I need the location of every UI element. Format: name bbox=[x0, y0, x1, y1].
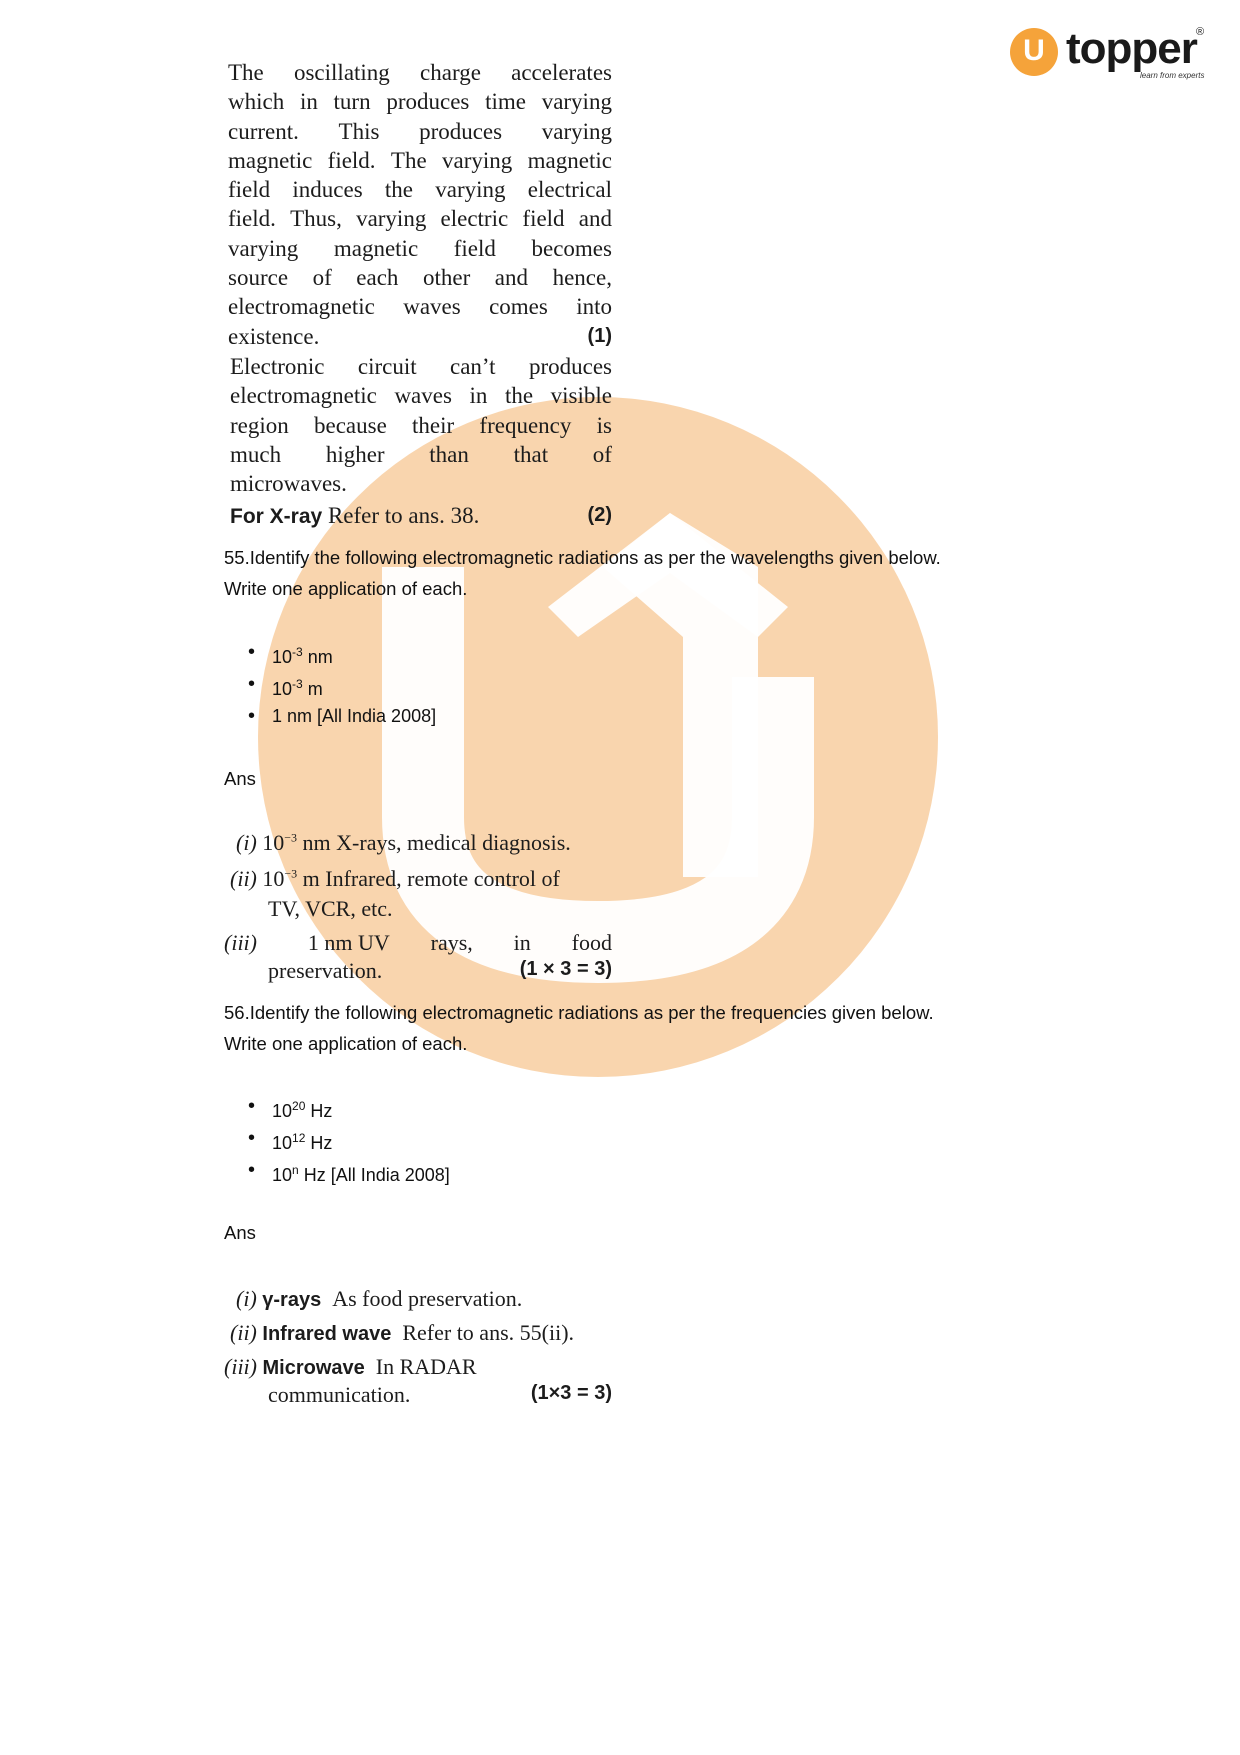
scan-word: in bbox=[299, 89, 318, 115]
scan-word: microwaves. bbox=[230, 471, 347, 497]
scan-word: waves bbox=[403, 294, 461, 320]
scan-word: and bbox=[494, 265, 529, 291]
question-55-line-2: Write one application of each. bbox=[224, 578, 468, 599]
scan-word: the bbox=[504, 383, 534, 409]
xray-reference: Refer to ans. 38. bbox=[322, 503, 480, 529]
scan-word: other bbox=[422, 265, 471, 291]
scan-word: the bbox=[384, 177, 413, 203]
xray-label: For X-ray bbox=[230, 505, 323, 529]
scan-line bbox=[228, 146, 612, 175]
answer-56-item-2: (ii) Infrared wave Refer to ans. 55(ii). bbox=[230, 1320, 575, 1345]
scan-word: than bbox=[429, 441, 469, 467]
scan-word: can’t bbox=[450, 354, 496, 379]
scan-word: produces bbox=[386, 89, 470, 115]
list-item: • $10^{20}$ Hz bbox=[248, 1090, 450, 1122]
scan-word: each bbox=[356, 265, 399, 291]
answer-56-marks: (1×3 = 3) bbox=[530, 1382, 612, 1404]
answer-55-item-3: (iii) 1 nm UV rays, in food bbox=[224, 930, 612, 955]
scan-word: field bbox=[522, 206, 565, 232]
scan-word: Electronic bbox=[230, 354, 325, 379]
registered-mark: ® bbox=[1196, 26, 1205, 38]
scan-word: varying bbox=[442, 147, 513, 173]
scan-word: existence. bbox=[228, 323, 320, 349]
scan-word: The bbox=[228, 60, 264, 85]
scan-word: induces bbox=[292, 177, 363, 203]
question-55 bbox=[224, 542, 941, 604]
scan-line-last bbox=[230, 469, 612, 498]
question-55-line-1: 55.Identify the following electromagnetic radiations as per the wavelengths given below. bbox=[224, 547, 941, 568]
scan-line bbox=[228, 175, 612, 204]
scan-word: higher bbox=[325, 441, 385, 467]
xray-reference-line bbox=[230, 501, 612, 530]
logo-wordmark: topper bbox=[1066, 24, 1197, 73]
question-56-list bbox=[248, 1090, 450, 1186]
scan-word: varying bbox=[541, 118, 612, 144]
scan-line bbox=[228, 58, 612, 87]
answer-55-item-3-cont: preservation. (1 × 3 = 3) bbox=[268, 958, 612, 983]
scan-word: varying bbox=[541, 89, 612, 115]
scan-word: much bbox=[230, 441, 282, 467]
scan-word: electromagnetic bbox=[228, 294, 375, 320]
scan-word: visible bbox=[550, 383, 612, 409]
scan-word: This bbox=[338, 118, 380, 144]
scan-word: turn bbox=[333, 89, 371, 115]
scan-word: which bbox=[228, 89, 285, 115]
scan-word: varying bbox=[228, 235, 299, 261]
scan-word: and bbox=[578, 206, 612, 232]
answer-55-label: Ans bbox=[224, 768, 256, 789]
answer-56-item-3-cont: communication. (1×3 = 3) bbox=[268, 1382, 612, 1407]
scan-word: electric bbox=[440, 206, 509, 232]
scan-word: Thus, bbox=[290, 206, 342, 232]
scan-word: varying bbox=[356, 206, 427, 232]
scan-word: into bbox=[576, 294, 612, 320]
scan-word: oscillating bbox=[293, 60, 390, 85]
scan-word: because bbox=[314, 412, 387, 438]
scan-word: time bbox=[485, 89, 526, 115]
scan-word: magnetic bbox=[527, 147, 612, 173]
marks-label: (2) bbox=[587, 504, 612, 527]
scan-line bbox=[228, 263, 612, 292]
scan-word: that bbox=[513, 441, 549, 467]
scan-word: The bbox=[390, 147, 427, 173]
scan-word: frequency bbox=[479, 412, 572, 438]
question-55-list bbox=[248, 636, 436, 732]
answer-56-item-3: (iii) Microwave In RADAR bbox=[224, 1354, 477, 1379]
scan-word: produces bbox=[528, 354, 612, 379]
answer-55-item-1: (i) $10^{-3}$ nm X-rays, medical diagnosis. bbox=[236, 830, 571, 855]
answer-54-paragraph-1 bbox=[228, 58, 612, 351]
scan-line bbox=[228, 87, 612, 116]
scan-word: waves bbox=[394, 383, 452, 409]
answer-56-item-1: (i) γ-rays As food preservation. bbox=[236, 1286, 523, 1311]
scan-word: source bbox=[228, 265, 289, 291]
scan-line bbox=[228, 204, 612, 233]
list-item: • 10$^n$ Hz [All India 2008] bbox=[248, 1154, 450, 1186]
scan-word: accelerates bbox=[511, 60, 612, 85]
scan-line bbox=[230, 411, 612, 440]
scan-line-last bbox=[228, 322, 612, 351]
scan-word: charge bbox=[420, 60, 481, 85]
logo-u-icon: U bbox=[1010, 28, 1058, 76]
scan-word: varying bbox=[435, 177, 506, 203]
scan-word: becomes bbox=[531, 235, 612, 261]
scan-word: in bbox=[469, 383, 488, 409]
scan-word: current. bbox=[228, 118, 299, 144]
scan-line bbox=[230, 440, 612, 469]
brand-logo bbox=[1010, 24, 1210, 84]
scan-word: comes bbox=[489, 294, 548, 320]
answer-55-marks: (1 × 3 = 3) bbox=[519, 958, 612, 980]
scan-line bbox=[228, 234, 612, 263]
scan-word: magnetic bbox=[228, 147, 313, 173]
scan-line bbox=[228, 117, 612, 146]
scan-line bbox=[230, 352, 612, 381]
question-56-line-2: Write one application of each. bbox=[224, 1033, 468, 1054]
answer-54-paragraph-2 bbox=[230, 352, 612, 531]
scan-word: field bbox=[228, 177, 271, 203]
scan-word: electromagnetic bbox=[230, 383, 377, 409]
answer-55-item-2-cont: TV, VCR, etc. bbox=[268, 896, 393, 921]
scan-word: field. bbox=[228, 206, 276, 232]
logo-tagline: learn from experts bbox=[1140, 71, 1205, 80]
scan-word: field. bbox=[327, 147, 376, 173]
scan-word: is bbox=[596, 412, 612, 438]
marks-label: (1) bbox=[587, 324, 612, 347]
scan-word: region bbox=[230, 412, 289, 438]
scan-word: field bbox=[453, 235, 496, 261]
scan-word: circuit bbox=[357, 354, 417, 379]
answer-55-item-2: (ii) $10^{-3}$ m Infrared, remote control of bbox=[230, 866, 560, 891]
question-56-line-1: 56.Identify the following electromagnetic radiations as per the frequencies given below. bbox=[224, 1002, 934, 1023]
list-item: • $10^{-3}$ m bbox=[248, 668, 436, 700]
scan-word: of bbox=[312, 265, 332, 291]
question-56 bbox=[224, 997, 934, 1059]
scan-word: produces bbox=[419, 118, 503, 144]
list-item: • $10^{12}$ Hz bbox=[248, 1122, 450, 1154]
scan-word: of bbox=[592, 441, 612, 467]
list-item: • $10^{-3}$ nm bbox=[248, 636, 436, 668]
scan-line bbox=[228, 292, 612, 321]
scan-word: magnetic bbox=[333, 235, 419, 261]
scan-line bbox=[230, 381, 612, 410]
scan-word: hence, bbox=[552, 265, 612, 291]
answer-56-label: Ans bbox=[224, 1222, 256, 1243]
scan-word: electrical bbox=[527, 177, 612, 203]
scan-word: their bbox=[412, 412, 455, 438]
list-item: • 1 nm [All India 2008] bbox=[248, 700, 436, 732]
